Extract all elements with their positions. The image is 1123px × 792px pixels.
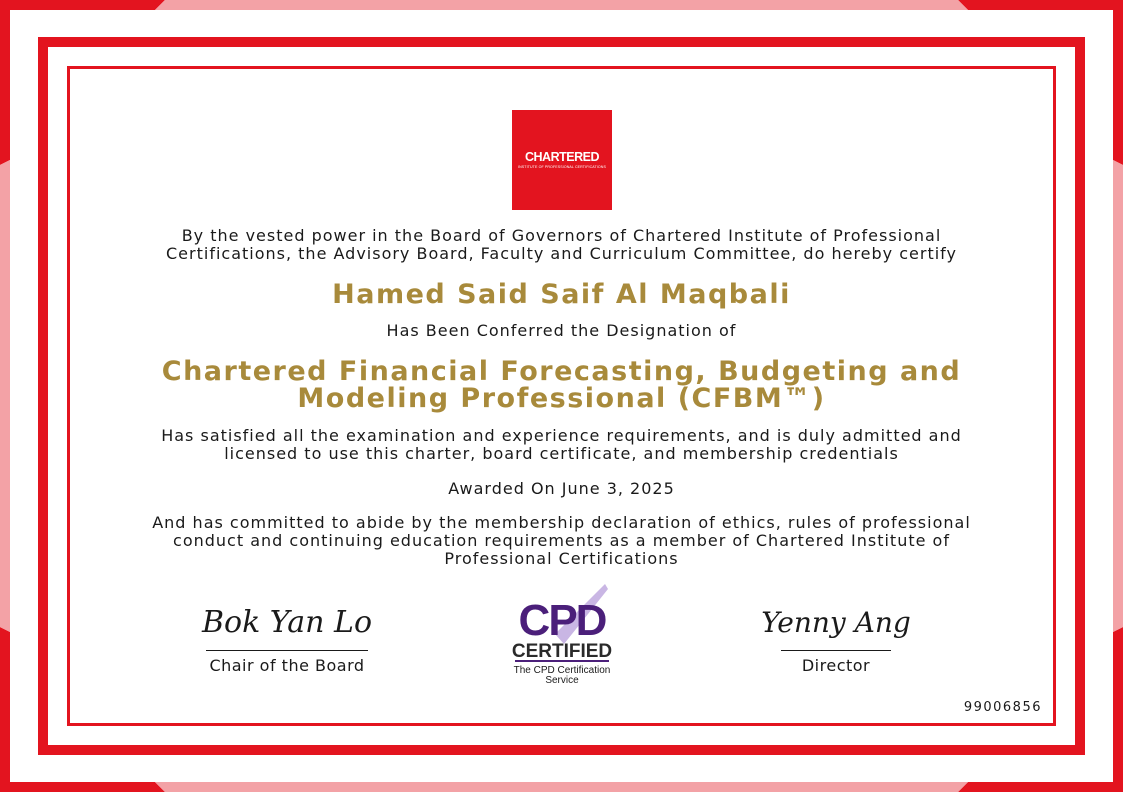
designation-line: Chartered Financial Forecasting, Budgeting and (161, 356, 962, 387)
requirements-line: Has satisfied all the examination and experience requirements, and is duly admitted and (161, 426, 962, 445)
director-title: Director (801, 656, 871, 675)
ethics-line: And has committed to abide by the membership declaration of ethics, rules of professional (152, 513, 971, 532)
designation-line: Modeling Professional (CFBM™) (297, 383, 826, 414)
director-signature-line (781, 650, 891, 651)
chair-title: Chair of the Board (209, 656, 365, 675)
chartered-logo (512, 110, 612, 210)
ethics-line: conduct and continuing education requirements as a member of Chartered Institute of (173, 531, 950, 550)
requirements-text (140, 427, 983, 463)
director-signature (761, 596, 911, 648)
conferred-text: Has Been Conferred the Designation of (386, 321, 737, 340)
logo-subtitle: INSTITUTE OF PROFESSIONAL CERTIFICATIONS (518, 165, 606, 169)
designation-title (140, 358, 983, 412)
ethics-line: Professional Certifications (444, 549, 679, 568)
chair-signature-script: Bok Yan Lo (201, 605, 373, 640)
chair-signature (201, 596, 373, 648)
intro-line: Certifications, the Advisory Board, Faculty and Curriculum Committee, do hereby certify (166, 244, 957, 263)
cpd-service-line1: The CPD Certification (513, 665, 611, 676)
requirements-line: licensed to use this charter, board certificate, and membership credentials (224, 444, 899, 463)
recipient-name: Hamed Said Saif Al Maqbali (332, 279, 791, 310)
cpd-mark: CPD (518, 596, 606, 645)
director-signature-script: Yenny Ang (761, 606, 911, 639)
awarded-date: Awarded On June 3, 2025 (448, 479, 675, 498)
intro-text (140, 227, 983, 263)
cpd-certified-badge (500, 582, 624, 688)
cpd-certified-text: CERTIFIED (511, 641, 613, 662)
serial-number: 99006856 (963, 700, 1042, 715)
logo-wordmark: CHARTERED (525, 150, 599, 164)
chair-signature-line (206, 650, 368, 651)
intro-line: By the vested power in the Board of Governors of Chartered Institute of Professional (181, 226, 942, 245)
cpd-service-line2: Service (545, 675, 579, 686)
ethics-text (140, 514, 983, 568)
